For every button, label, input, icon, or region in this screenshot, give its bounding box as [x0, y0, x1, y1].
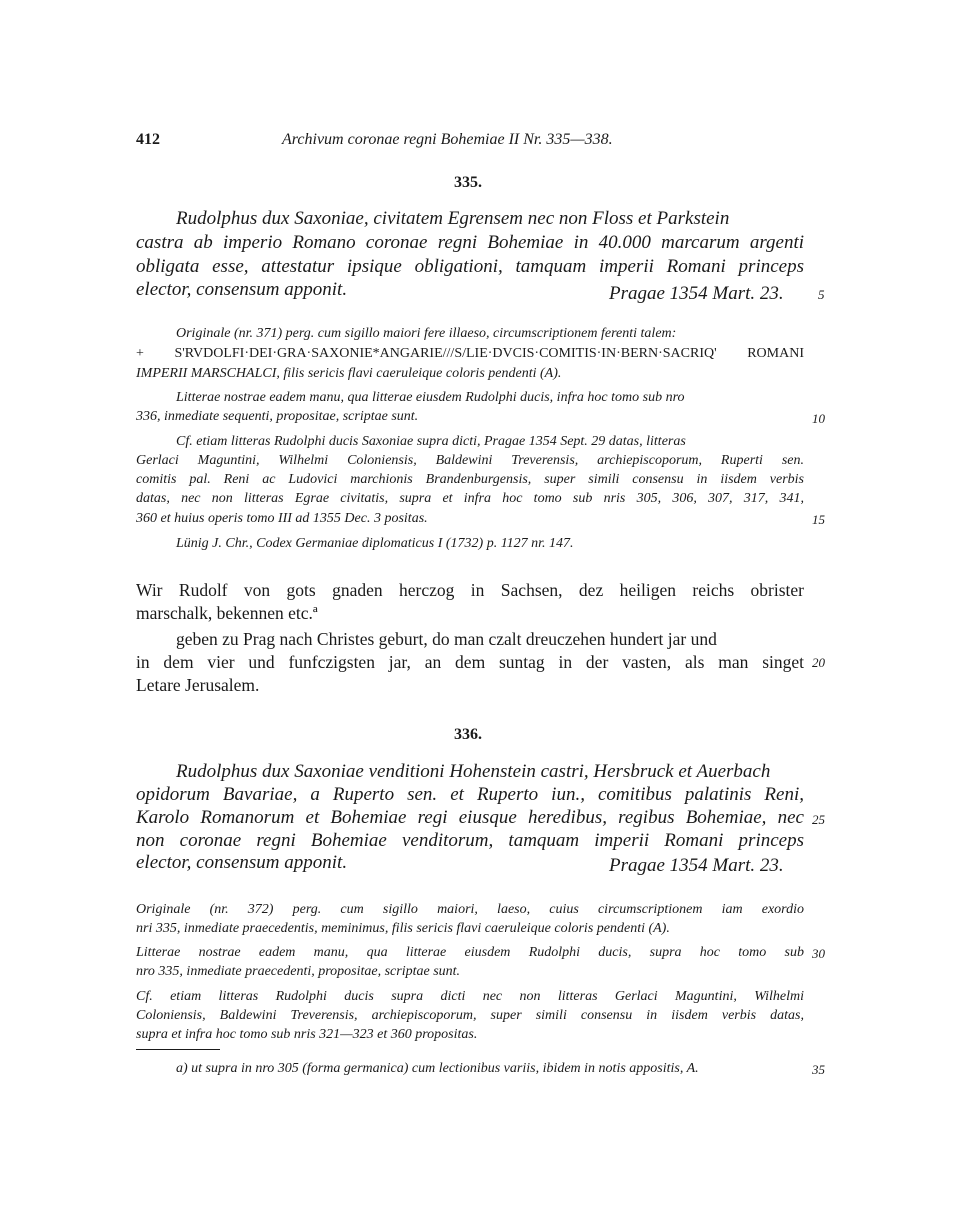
note-line: comitis pal. Reni ac Ludovici marchionis Brandenburgensis, super simili consensu in iisdem verbis: [136, 472, 804, 487]
line-number: 30: [812, 946, 825, 961]
footnote-rule: [136, 1049, 220, 1050]
text-line: in dem vier und funfczigsten jar, an dem suntag in der vasten, als man singet: [136, 652, 804, 672]
regest-line: castra ab imperio Romano coronae regni Bohemiae in 40.000 marcarum argenti: [136, 232, 804, 253]
bibliography-line: Lünig J. Chr., Codex Germaniae diplomaticus I (1732) p. 1127 nr. 147.: [176, 536, 574, 551]
footnote: a) ut supra in nro 305 (forma germanica) cum lectionibus variis, ibidem in notis appositis, A.: [176, 1061, 699, 1076]
note-line: nro 335, inmediate praecedenti, propositae, scriptae sunt.: [136, 964, 461, 979]
regest-line: elector, consensum apponit.: [136, 852, 348, 873]
line-number: 25: [812, 812, 825, 827]
note-line: Cf. etiam litteras Rudolphi ducis supra dicti nec non litteras Gerlaci Maguntini, Wilhelmi: [136, 989, 804, 1004]
regest-date: Pragae 1354 Mart. 23.: [609, 283, 784, 304]
text-line: marschalk, bekennen etc.ª: [136, 603, 318, 623]
note-line: Coloniensis, Baldewini Treverensis, archiepiscoporum, super simili consensu in iisdem verbis datas,: [136, 1008, 804, 1023]
text-line: Letare Jerusalem.: [136, 675, 260, 695]
note-line: nri 335, inmediate praecedentis, meminimus, filis sericis flavi caeruleique coloris pendenti (A).: [136, 921, 670, 936]
regest-line: Rudolphus dux Saxoniae venditioni Hohenstein castri, Hersbruck et Auerbach: [176, 761, 771, 782]
note-line: Gerlaci Maguntini, Wilhelmi Coloniensis, Baldewini Treverensis, archiepiscoporum, Ruperti sen.: [136, 453, 804, 468]
line-number: 35: [812, 1062, 825, 1077]
document-number-336: 336.: [454, 726, 482, 743]
text-line: Wir Rudolf von gots gnaden herczog in Sachsen, dez heiligen reichs obrister: [136, 580, 804, 600]
page-number: 412: [136, 131, 160, 148]
regest-line: obligata esse, attestatur ipsique obligationi, tamquam imperii Romani princeps: [136, 256, 804, 277]
note-line: Originale (nr. 372) perg. cum sigillo maiori, laeso, cuius circumscriptionem iam exordio: [136, 902, 804, 917]
note-line: datas, nec non litteras Egrae civitatis, supra et infra hoc tomo sub nris 305, 306, 307, 317, 341,: [136, 491, 804, 506]
note-line: Litterae nostrae eadem manu, qua litterae eiusdem Rudolphi ducis, infra hoc tomo sub nro: [176, 390, 685, 405]
regest-line: elector, consensum apponit.: [136, 279, 348, 300]
note-line: IMPERII MARSCHALCI, filis sericis flavi caeruleique coloris pendenti (A).: [136, 366, 562, 381]
line-number: 10: [812, 411, 825, 426]
note-line: Originale (nr. 371) perg. cum sigillo maiori fere illaeso, circumscriptionem ferenti talem:: [176, 326, 677, 341]
regest-line: non coronae regni Bohemiae venditorum, tamquam imperii Romani princeps: [136, 830, 804, 851]
note-line: 360 et huius operis tomo III ad 1355 Dec. 3 positas.: [136, 511, 428, 526]
seal-inscription: + S'RVDOLFI·DEI·GRA·SAXONIE*ANGARIE///S/LIE·DVCIS·COMITIS·IN·BERN·SACRIQ' ROMANI: [136, 346, 804, 361]
note-line: Litterae nostrae eadem manu, qua litterae eiusdem Rudolphi ducis, supra hoc tomo sub: [136, 945, 804, 960]
document-number-335: 335.: [454, 174, 482, 191]
regest-line: Rudolphus dux Saxoniae, civitatem Egrensem nec non Floss et Parkstein: [176, 208, 730, 229]
regest-line: Karolo Romanorum et Bohemiae regi eiusque heredibus, regibus Bohemiae, nec: [136, 807, 804, 828]
note-line: supra et infra hoc tomo sub nris 321—323 et 360 propositas.: [136, 1027, 478, 1042]
text-line: geben zu Prag nach Christes geburt, do man czalt dreuczehen hundert jar und: [176, 629, 717, 649]
note-line: 336, inmediate sequenti, propositae, scriptae sunt.: [136, 409, 419, 424]
regest-date: Pragae 1354 Mart. 23.: [609, 855, 784, 876]
regest-line: opidorum Bavariae, a Ruperto sen. et Ruperto iun., comitibus palatinis Reni,: [136, 784, 804, 805]
line-number: 15: [812, 512, 825, 527]
line-number: 5: [818, 287, 825, 302]
running-title: Archivum coronae regni Bohemiae II Nr. 335—338.: [282, 131, 613, 148]
note-line: Cf. etiam litteras Rudolphi ducis Saxoniae supra dicti, Pragae 1354 Sept. 29 datas, litteras: [176, 434, 686, 449]
line-number: 20: [812, 655, 825, 670]
